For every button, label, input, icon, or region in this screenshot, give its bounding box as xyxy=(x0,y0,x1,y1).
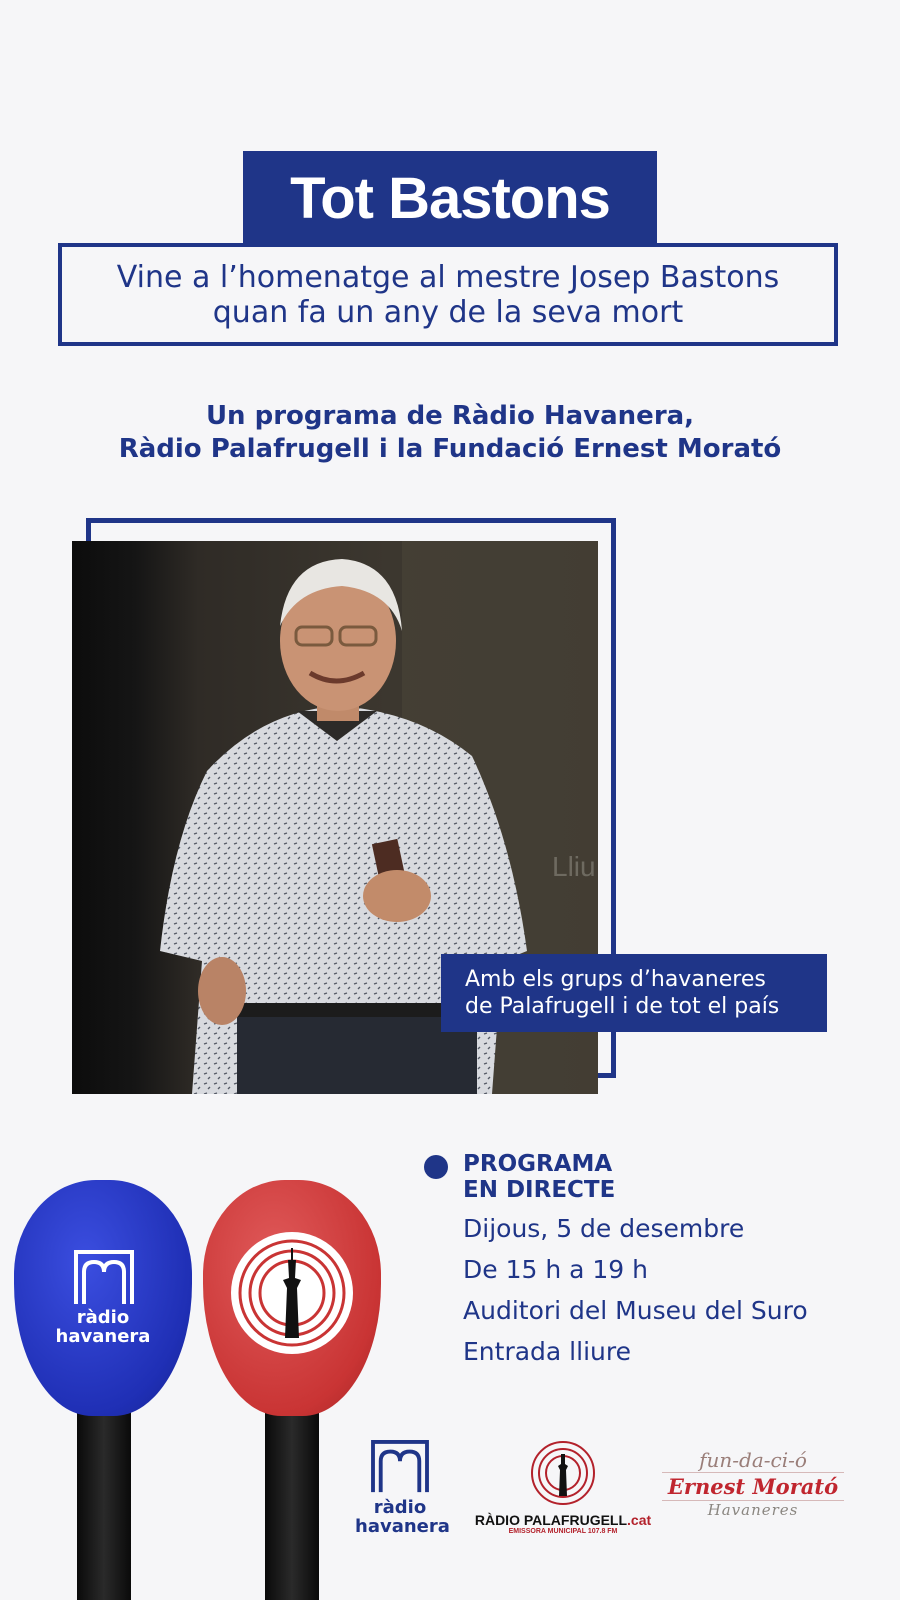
blue-mic-logo-text xyxy=(14,1308,192,1346)
morato-top-text: fun-da-ci-ó xyxy=(699,1448,807,1472)
program-line-1: Un programa de Ràdio Havanera, xyxy=(205,401,695,431)
footer-radio-palafrugell-logo xyxy=(474,1440,652,1535)
blue-mic-logo-line-2: havanera xyxy=(55,1326,151,1347)
event-title: Tot Bastons xyxy=(243,151,657,245)
morato-name-text: Ernest Morató xyxy=(662,1472,844,1501)
program-line-2: Ràdio Palafrugell i la Fundació Ernest Morató xyxy=(118,434,782,464)
palafrugell-tld: .cat xyxy=(627,1512,652,1528)
havanera-arch-icon xyxy=(74,1250,134,1306)
subtitle-line-1: Vine a l’homenatge al mestre Josep Bastons xyxy=(116,259,780,295)
event-time: De 15 h a 19 h xyxy=(463,1255,648,1284)
red-microphone xyxy=(203,1180,381,1416)
background-sign-text: Lliu xyxy=(552,851,596,882)
blue-microphone xyxy=(14,1180,192,1416)
subtitle-box xyxy=(58,243,838,346)
live-line-1: PROGRAMA xyxy=(463,1151,613,1177)
palafrugell-name xyxy=(474,1512,652,1528)
live-program-label xyxy=(463,1151,615,1203)
footer-palafrugell-tower-icon xyxy=(530,1440,596,1506)
palafrugell-subtitle: EMISSORA MUNICIPAL 107.8 FM xyxy=(508,1528,618,1535)
event-date: Dijous, 5 de desembre xyxy=(463,1214,745,1243)
groups-line-1: Amb els grups d’havaneres xyxy=(465,967,766,992)
groups-line-2: de Palafrugell i de tot el país xyxy=(465,994,780,1019)
footer-havanera-line-1: ràdio xyxy=(373,1497,427,1518)
blue-mic-logo-line-1: ràdio xyxy=(76,1307,130,1328)
subtitle-line-2: quan fa un any de la seva mort xyxy=(212,294,684,330)
bullet-dot-icon xyxy=(424,1155,448,1179)
event-place: Auditori del Museu del Suro xyxy=(463,1296,808,1325)
footer-havanera-line-2: havanera xyxy=(355,1516,450,1537)
palafrugell-tower-icon xyxy=(229,1230,355,1356)
morato-bottom-text: Havaneres xyxy=(707,1501,799,1519)
footer-radio-havanera-logo xyxy=(355,1440,450,1537)
footer-fundacio-morato-logo xyxy=(662,1448,844,1519)
groups-banner xyxy=(441,954,827,1032)
event-entry: Entrada lliure xyxy=(463,1337,631,1366)
footer-havanera-arch-icon xyxy=(371,1440,429,1494)
palafrugell-name-text: RÀDIO PALAFRUGELL xyxy=(474,1512,628,1528)
program-credits xyxy=(0,400,900,466)
live-line-2: EN DIRECTE xyxy=(463,1177,616,1203)
